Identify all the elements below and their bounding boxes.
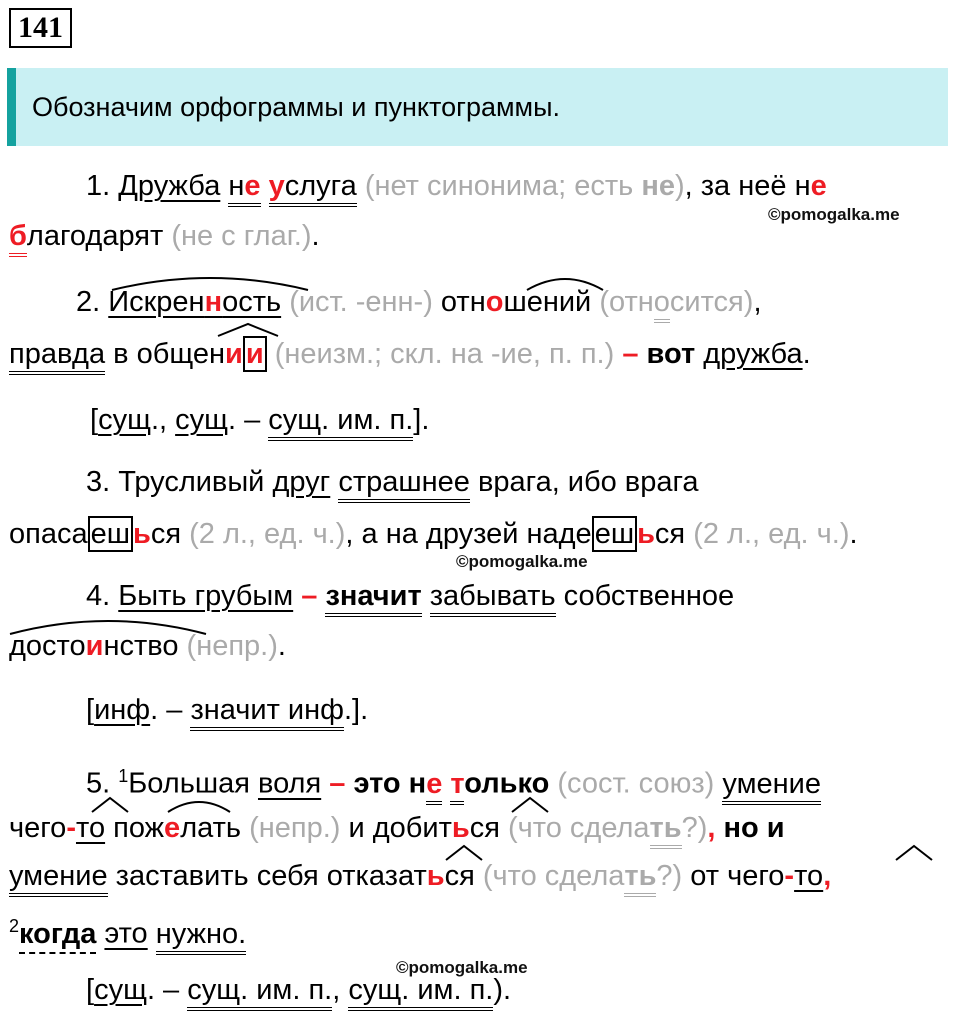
sentence-4-line-1: 4. Быть грубым – значит забывать собственное [86, 578, 734, 614]
suffix-hat [510, 796, 550, 814]
sentence-2-line-1: 2. Искренность (ист. -енн-) отношений (относится), [76, 284, 762, 320]
sentence-3-line-2: опаса еш ься (2 л., ед. ч.), а на друзей наде еш ься (2 л., ед. ч.). [9, 518, 858, 550]
sentence-1-line-2: благодарят (не с глаг.). [9, 218, 320, 254]
root-arc [110, 272, 310, 292]
sentence-5-line-3: умение заставить себя отказаться (что сделать?) от чего-то, [9, 858, 831, 894]
watermark: ©pomogalka.me [396, 958, 528, 977]
root-arc [8, 614, 208, 636]
exercise-number: 141 [9, 8, 72, 48]
sentence-1-line-1: 1. Дружба не услуга (нет синонима; есть не), за неё не [86, 168, 827, 204]
sentence-5-line-2: чего-то пожелать (непр.) и добиться (что сделать?), но и [9, 810, 785, 846]
sentence-5-line-4: $^2$когда это нужно. [9, 908, 246, 952]
sentence-5-line-1: 5. $^1$Большая воля – это не только (сост. союз) умение [86, 758, 821, 802]
sentence-3-line-1: 3. Трусливый друг страшнее врага, ибо врага [86, 464, 699, 500]
suffix-hat [90, 796, 130, 814]
suffix-hat [894, 844, 934, 862]
sentence-4-line-2: достоинство (непр.). [9, 630, 286, 662]
sentence-2-line-2: правда в общени и (неизм.; скл. на -ие, п. п.) – вот дружба. [9, 336, 811, 372]
task-banner [7, 68, 948, 146]
task-title: Обозначим орфограммы и пунктограммы. [32, 92, 561, 122]
root-arc [525, 272, 605, 292]
scheme-4: [инф. – значит инф.]. [86, 692, 368, 728]
root-arc [166, 796, 232, 814]
watermark: ©pomogalka.me [768, 205, 900, 224]
suffix-hat [444, 844, 484, 862]
ending-hat [216, 322, 280, 338]
watermark: ©pomogalka.me [456, 552, 588, 571]
scheme-5: [сущ. – сущ. им. п., сущ. им. п.). [86, 972, 511, 1008]
scheme-2: [сущ., сущ. – сущ. им. п.]. [90, 402, 429, 438]
